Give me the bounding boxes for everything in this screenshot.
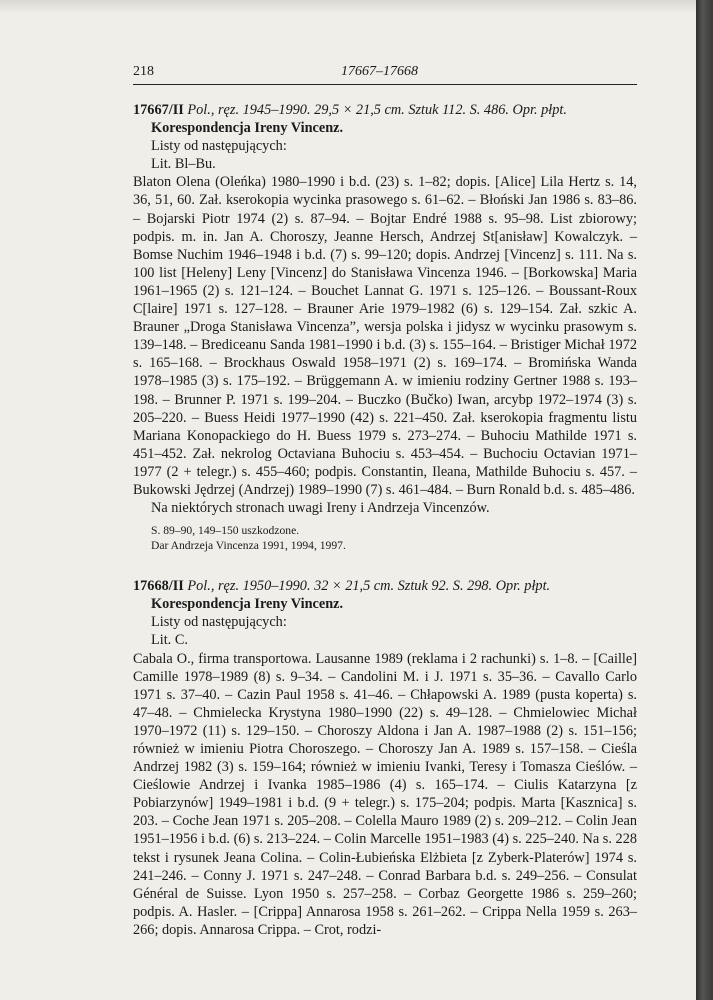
entry-meta: Pol., ręz. 1945–1990. 29,5 × 21,5 cm. Sztuk 112. S. 486. Opr. płpt. (187, 102, 567, 118)
entry-body: Cabala O., firma transportowa. Lausanne 1989 (reklama i 2 rachunki) s. 1–8. – [Caille] Camille 1978–1989 (8) s. 9–34. – Candolini M. i J. 1971 s. 35–36. – Cavallo Carlo 1971 s. 37–40. – Cazin Paul 1958 s. 41–46. – Chłapowski A. 1989 (pusta koperta) s. 47–48. – Chmielecka Krystyna 1980–1990 (22) s. 49–128. – Chmielowiec Michał 1970–1972 (11) s. 129–150. – Choroszy Aldona i Jan A. 1987–1988 (2) s. 151–156; również w imieniu Piotra Choroszego. – Choroszy Jan A. 1989 s. 157–158. – Cieśla Andrzej 1982 (3) s. 159–164; również w imieniu Ivanki, Teresy i Tomasza Cieślów. – Cieślowie Andrzej i Ivanka 1985–1986 (4) s. 165–174. – Ciulis Katarzyna [z Pobiarzynów] 1949–1981 i b.d. (9 + telegr.) s. 175–204; podpis. Marta [Kasznica] s. 203. – Coche Jean 1971 s. 205–208. – Colella Mauro 1989 (2) s. 209–212. – Colin Jean 1951–1956 i b.d. (6) s. 213–224. – Colin Marcelle 1951–1983 (4) s. 225–240. Na s. 228 tekst i rysunek Jeana Colina. – Colin-Łubieńska Elżbieta [z Zyberk-Platerów] 1974 s. 241–246. – Conny J. 1971 s. 247–248. – Conrad Barbara b.d. s. 249–256. – Consulat Général de Suisse. Lyon 1950 s. 257–258. – Corbaz Georgette 1986 s. 259–260; podpis. A. Hasler. – [Crippa] Annarosa 1958 s. 261–262. – Crippa Nella 1959 s. 263–266; dopis. Annarosa Crippa. – Crot, rodzi- (133, 650, 637, 938)
page-header (133, 64, 637, 85)
entry-heading (133, 577, 637, 595)
entry-note: S. 89–90, 149–150 uszkodzone. (151, 524, 300, 538)
entry-remark: Na niektórych stronach uwagi Ireny i Andrzeja Vincenzów. (151, 500, 490, 517)
entry-letters: Lit. C. (151, 632, 188, 649)
entry-heading (133, 101, 637, 119)
entry-subject: Korespondencja Ireny Vincenz. (151, 596, 344, 613)
catalog-content (133, 101, 637, 939)
entry-note: Dar Andrzeja Vincenza 1991, 1994, 1997. (151, 539, 346, 553)
catalog-entry-17668 (133, 577, 637, 939)
entry-meta: Pol., ręz. 1950–1990. 32 × 21,5 cm. Sztuk 92. S. 298. Opr. płpt. (187, 578, 551, 595)
book-spine-shadow (696, 0, 713, 1000)
page-top-edge (0, 0, 696, 14)
entry-intro: Listy od następujących: (151, 614, 287, 631)
entry-body: Blaton Olena (Oleńka) 1980–1990 i b.d. (23) s. 1–82; dopis. [Alice] Lila Hertz s. 14, 36, 51, 60. Zał. kserokopia wycinka prasowego s. 61–62. – Błoński Jan 1986 s. 83–86. – Bojarski Piotr 1974 (2) s. 87–94. – Bojtar Endré 1988 s. 95–98. List zbiorowy; podpis. m. in. Jan A. Choroszy, Jeanne Hersch, Andrzej St[anisław] Kowalczyk. – Bomse Nuchim 1946–1948 i b.d. (7) s. 99–120; dopis. Andrzej [Vincenz] s. 111. Na s. 100 list [Heleny] Leny [Vincenz] do Stanisława Vincenza 1946. – [Borkowska] Maria 1961–1965 (2) s. 121–124. – Bouchet Lannat G. 1971 s. 125–126. – Boussant-Roux C[laire] 1971 s. 127–128. – Brauner Arie 1979–1982 (6) s. 129–154. Zał. szkic A. Brauner „Droga Stanisława Vincenza”, wersja polska i jidysz w wycinku prasowym s. 139–148. – Brediceanu Sanda 1981–1990 i b.d. (3) s. 155–164. – Bristiger Michał 1972 s. 165–168. – Brockhaus Oswald 1958–1971 (2) s. 169–174. – Bromińska Wanda 1978–1985 (3) s. 175–192. – Brüggemann A. w imieniu rodziny Gertner 1988 s. 193–198. – Brunner P. 1971 s. 199–204. – Buczko (Bučko) Iwan, arcybp 1972–1974 (3) s. 205–220. – Buess Heidi 1977–1990 (42) s. 221–450. Zał. kserokopia fragmentu listu Mariana Konopackiego do H. Buess 1979 s. 273–274. – Buhociu Mathilde 1971 s. 451–452. Zał. nekrolog Octaviana Buhociu s. 453–454. – Buchociu Octavian 1971–1977 (2 + telegr.) s. 455–460; podpis. Constantin, Ileana, Mathilde Buhociu s. 457. – Bukowski Jędrzej (Andrzej) 1989–1990 (7) s. 461–484. – Burn Ronald b.d. s. 485–486. (133, 174, 637, 498)
entry-intro: Listy od następujących: (151, 138, 287, 155)
entry-subject: Korespondencja Ireny Vincenz. (151, 120, 344, 137)
running-head: 17667–17668 (341, 64, 418, 79)
entry-signature: 17667/II (133, 102, 184, 118)
entry-letters: Lit. Bl–Bu. (151, 156, 216, 173)
entry-signature: 17668/II (133, 578, 184, 595)
catalog-entry-17667 (133, 101, 637, 553)
page-number: 218 (133, 64, 154, 79)
